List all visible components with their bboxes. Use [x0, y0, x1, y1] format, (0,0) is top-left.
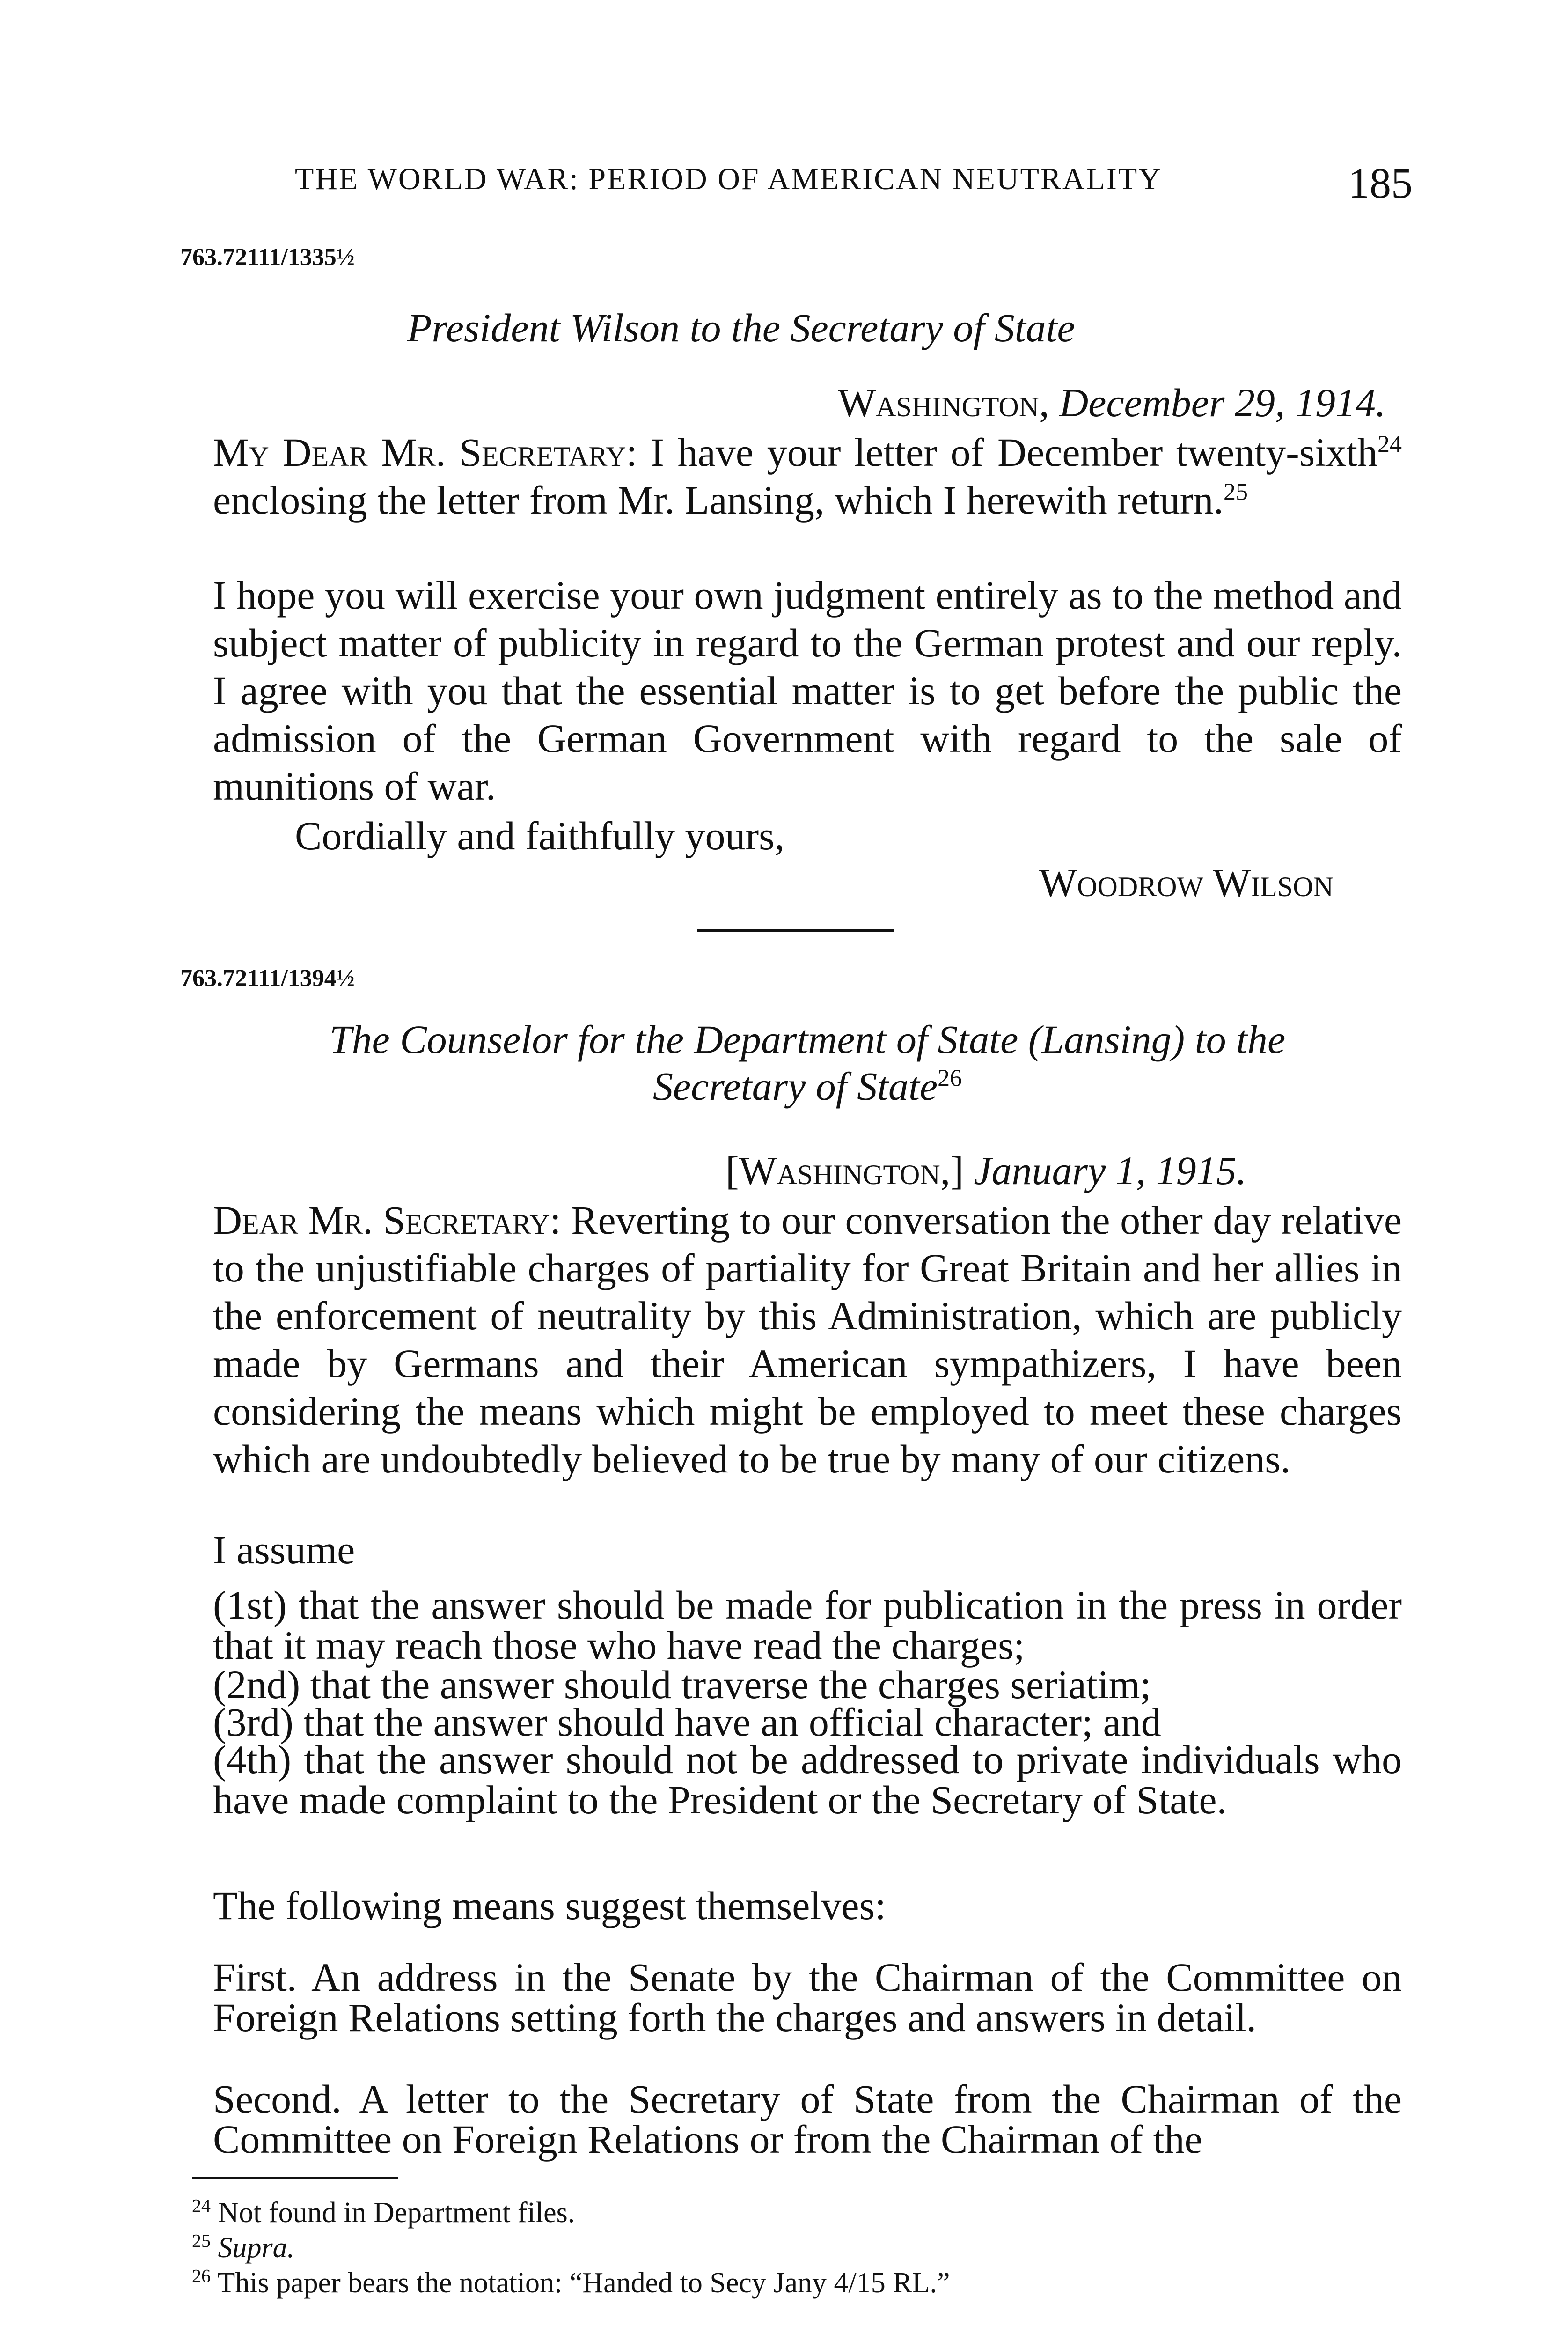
item-3: (3rd) that the answer should have an official character; and: [213, 1700, 1161, 1745]
dateline-date-2: January 1, 1915.: [974, 1148, 1247, 1193]
running-head: THE WORLD WAR: PERIOD OF AMERICAN NEUTRALITY: [295, 162, 1162, 196]
footnote-25-ref: 25: [192, 2230, 211, 2252]
footnote-26-ref: 26: [192, 2265, 211, 2287]
section-divider: [697, 929, 894, 932]
footnote-24: [192, 2196, 575, 2230]
dateline-1: [838, 379, 1385, 426]
heading-2-line-2-text: Secretary of State: [652, 1064, 938, 1109]
heading-1: President Wilson to the Secretary of State: [407, 305, 1075, 350]
dateline-date: December 29, 1914.: [1059, 380, 1386, 425]
closing: Cordially and faithfully yours,: [295, 813, 785, 858]
footnote-26: [192, 2266, 950, 2300]
dateline-2: [725, 1147, 1246, 1194]
assume-line: I assume: [213, 1527, 355, 1572]
means-second: Second. A letter to the Secretary of State from the Chairman of the Committee on Foreign Relations or from the Chairman of the: [213, 2076, 1402, 2162]
letter1-para1-a: I have your letter of December twenty-sixth: [651, 430, 1378, 475]
footnote-26-text: This paper bears the notation: “Handed to Secy Jany 4/15 RL.”: [217, 2267, 950, 2299]
file-number-2: 763.72111/1394½: [180, 965, 355, 992]
item-4: (4th) that the answer should not be addressed to private individuals who have made complaint to the President or the Secretary of State.: [213, 1737, 1402, 1822]
letter1-paragraph-1: [213, 428, 1402, 524]
footnote-ref-24: 24: [1377, 431, 1402, 458]
signature: Woodrow Wilson: [1039, 860, 1334, 905]
heading-2-line-2: [213, 1063, 1402, 1110]
footnote-25-text: Supra.: [218, 2232, 295, 2264]
heading-2-line-1: The Counselor for the Department of State (Lansing) to the: [329, 1017, 1286, 1062]
means-intro: The following means suggest themselves:: [213, 1883, 886, 1928]
item-2: (2nd) that the answer should traverse the charges seriatim;: [213, 1662, 1151, 1707]
means-first: First. An address in the Senate by the Chairman of the Committee on Foreign Relations setting forth the charges and answers in detail.: [213, 1955, 1402, 2040]
letter1-para1-b: enclosing the letter from Mr. Lansing, which I herewith return.: [213, 478, 1224, 523]
file-number-1: 763.72111/1335½: [180, 244, 355, 271]
salutation-2: Dear Mr. Secretary:: [213, 1198, 561, 1243]
dateline-place-2: [Washington,]: [725, 1148, 964, 1193]
salutation-1: My Dear Mr. Secretary:: [213, 430, 637, 475]
item-1: (1st) that the answer should be made for publication in the press in order that it may reach those who have read the charges;: [213, 1583, 1402, 1668]
footnote-24-ref: 24: [192, 2195, 211, 2216]
footnote-ref-26: 26: [938, 1065, 962, 1092]
letter2-para1: Reverting to our conversation the other day relative to the unjustifiable charges of partiality for Great Britain and her allies in the enforcement of neutrality by this Administration, which are publicly made by Germans and their American sympathizers, I have been considering the means which might be employed to meet these charges which are undoubtedly believed to be true by many of our citizens.: [213, 1198, 1402, 1481]
footnote-ref-25: 25: [1223, 479, 1248, 506]
footnote-25: [192, 2231, 294, 2265]
letter1-paragraph-2: I hope you will exercise your own judgment entirely as to the method and subject matter of publicity in regard to the German protest and our reply. I agree with you that the essential matter is to get before the public the admission of the German Government with regard to the sale of munitions of war.: [213, 573, 1402, 809]
page-number: 185: [1348, 159, 1413, 207]
footnote-rule: [192, 2177, 398, 2179]
dateline-place: Washington,: [838, 380, 1049, 425]
letter2-paragraph-1: [213, 1196, 1402, 1483]
footnote-24-text: Not found in Department files.: [218, 2197, 575, 2229]
